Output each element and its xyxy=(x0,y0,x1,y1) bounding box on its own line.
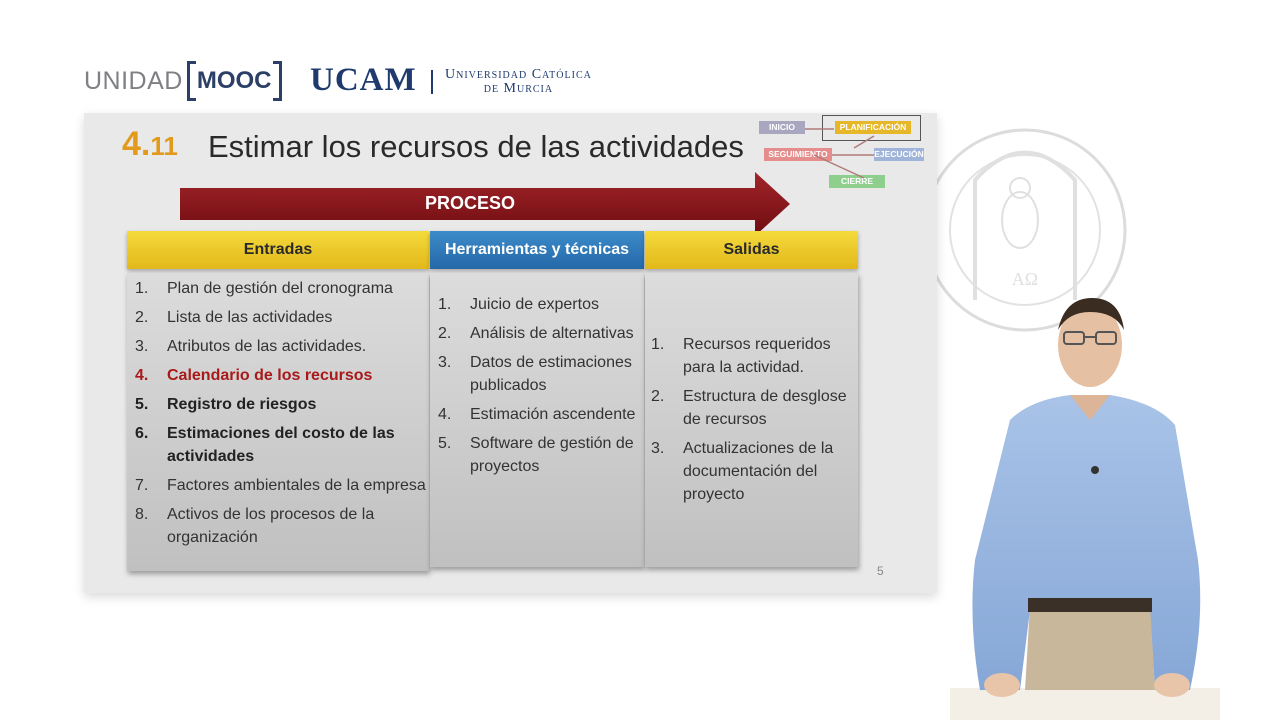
list-item: 2. Análisis de alternativas xyxy=(438,325,634,342)
entradas-body xyxy=(127,273,429,571)
mini-diagram-planificacion: PLANIFICACIÓN xyxy=(835,121,911,134)
university-name xyxy=(445,68,592,96)
mini-diagram-cierre: CIERRE xyxy=(829,175,885,188)
list-item: 1. Plan de gestión del cronograma xyxy=(135,280,393,297)
list-item-highlighted: 4. Calendario de los recursos xyxy=(135,367,373,384)
page-number: 5 xyxy=(877,564,884,578)
salidas-column xyxy=(645,231,858,567)
list-item: 2. Estructura de desglose de recursos xyxy=(651,388,847,428)
logo-mooc-text: MOOC xyxy=(189,67,280,95)
list-item: 5. Software de gestión de proyectos xyxy=(438,435,634,475)
entradas-list xyxy=(127,277,429,549)
section-number xyxy=(122,125,178,164)
university-line1: Universidad Católica xyxy=(445,67,592,82)
unidad-mooc-logo xyxy=(84,60,280,102)
mini-diagram-inicio: INICIO xyxy=(759,121,805,134)
herramientas-list xyxy=(430,273,644,478)
list-item: 2. Lista de las actividades xyxy=(135,309,333,326)
salidas-list xyxy=(645,273,858,506)
herramientas-column xyxy=(430,231,644,567)
university-line2: de Murcia xyxy=(483,81,554,96)
list-item: 4. Estimación ascendente xyxy=(438,406,636,423)
list-item: 1. Juicio de expertos xyxy=(438,296,599,313)
presenter-image xyxy=(950,290,1220,720)
logo-divider xyxy=(431,70,433,94)
process-label: PROCESO xyxy=(424,193,516,213)
slide xyxy=(84,113,937,593)
list-item: 1. Recursos requeridos para la actividad. xyxy=(651,336,831,376)
mini-diagram-ejecucion: EJECUCIÓN xyxy=(874,149,924,159)
entradas-header: Entradas xyxy=(127,231,429,269)
logo-unidad-text: UNIDAD xyxy=(84,66,183,95)
section-number-minor: 11 xyxy=(150,131,178,161)
list-item: 3. Datos de estimaciones publicados xyxy=(438,354,632,394)
entradas-column xyxy=(127,231,429,571)
list-item: 8. Activos de los procesos de la organización xyxy=(135,506,375,546)
herramientas-body xyxy=(430,273,644,567)
mini-diagram-seguimiento: SEGUIMIENTO xyxy=(764,148,832,161)
list-item: 3. Atributos de las actividades. xyxy=(135,338,367,355)
slide-title: Estimar los recursos de las actividades xyxy=(208,129,744,164)
svg-text:ΑΩ: ΑΩ xyxy=(1011,269,1039,289)
list-item: 7. Factores ambientales de la empresa xyxy=(135,477,426,494)
ucam-logo: UCAM xyxy=(310,62,417,98)
list-item-bold: 6. Estimaciones del costo de las actividades xyxy=(135,425,395,465)
section-number-major: 4. xyxy=(122,125,151,163)
list-item-bold: 5. Registro de riesgos xyxy=(135,396,317,413)
salidas-body xyxy=(645,273,858,567)
salidas-header: Salidas xyxy=(645,231,858,269)
herramientas-header: Herramientas y técnicas xyxy=(430,231,644,269)
list-item: 3. Actualizaciones de la documentación del proyecto xyxy=(651,440,834,503)
